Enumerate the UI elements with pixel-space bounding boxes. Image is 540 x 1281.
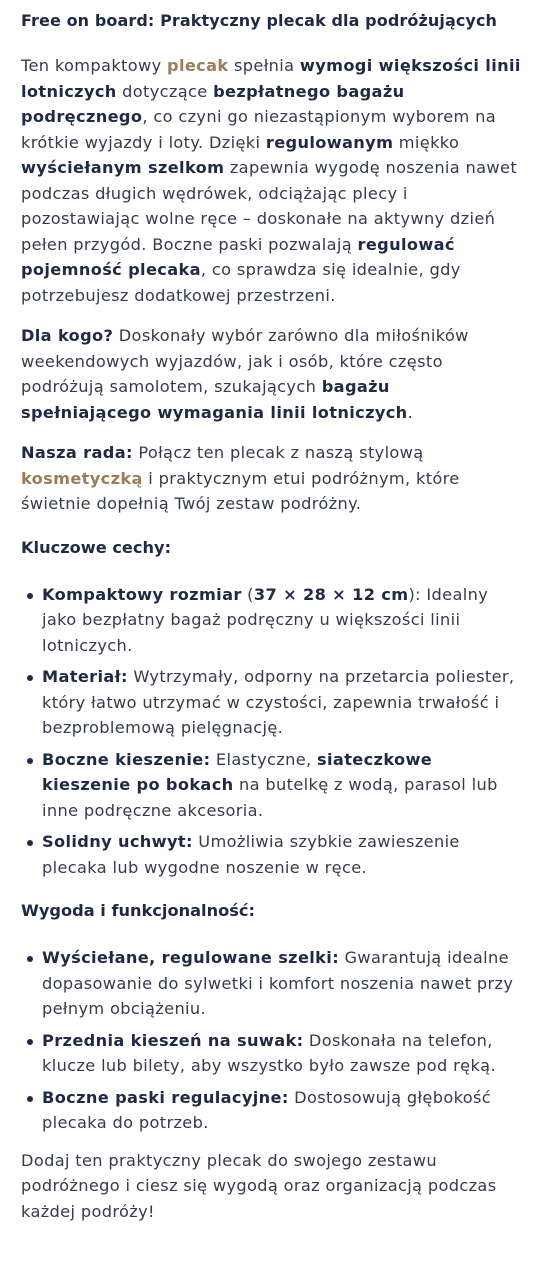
tip-text: Połącz ten plecak z naszą stylową	[132, 443, 424, 462]
intro-bold: regulować pojemność plecaka	[21, 234, 455, 279]
item-text: Wytrzymały, odporny na przetarcia poliester, który łatwo utrzymać w czystości, zapewnia trwałość i bezproblemową pielęgnację.	[42, 667, 515, 737]
bullet-icon	[27, 1039, 33, 1045]
key-features-list	[21, 582, 526, 881]
bullet-icon	[27, 956, 33, 962]
list-item	[21, 582, 526, 659]
item-bold: Boczne kieszenie:	[42, 749, 211, 769]
intro-text: dotyczące	[116, 81, 214, 101]
intro-bold: bezpłatnego bagażu podręcznego	[21, 81, 405, 126]
item-text: Gwarantują idealne dopasowanie do sylwetki i komfort noszenia nawet przy pełnym obciążeniu.	[42, 948, 514, 1018]
bullet-icon	[27, 758, 33, 764]
bullet-icon	[27, 593, 33, 599]
item-text: Umożliwia szybkie zawieszenie plecaka lub wygodne noszenie w ręce.	[42, 832, 460, 877]
item-text: (	[241, 584, 254, 604]
item-bold: Solidny uchwyt:	[42, 832, 193, 851]
bullet-icon	[27, 675, 33, 681]
bullet-icon	[27, 840, 33, 846]
for-whom-text: Doskonały wybór zarówno dla miłośników weekendowych wyjazdów, jak i osób, które często podróżują samolotem, szukających	[21, 326, 469, 396]
tip-label: Nasza rada:	[21, 443, 133, 462]
page-title: Free on board: Praktyczny plecak dla podróżujących	[21, 11, 498, 30]
bullet-icon	[27, 1096, 33, 1102]
item-text: ): Idealny jako bezpłatny bagaż podręczny u większości linii lotniczych.	[42, 584, 489, 655]
tip-text: i praktycznym etui podróżnym, które świetnie dopełnią Twój zestaw podróżny.	[21, 468, 460, 513]
list-item	[21, 664, 526, 741]
intro-bold: wyściełanym szelkom	[21, 158, 225, 177]
intro-text: , co sprawdza się idealnie, gdy potrzebujesz dodatkowej przestrzeni.	[21, 260, 461, 305]
list-item	[21, 1028, 526, 1079]
intro-text: zapewnia wygodę noszenia nawet podczas długich wędrówek, odciążając plecy i pozostawiając wolne ręce – doskonałe na aktywny dzień pełen przygód. Boczne paski pozwalają	[21, 158, 518, 254]
intro-bold: regulowanym	[265, 132, 394, 152]
intro-text: miękko	[393, 132, 460, 152]
key-features-heading: Kluczowe cechy:	[21, 537, 172, 557]
comfort-list	[21, 945, 526, 1136]
for-whom-text: .	[407, 402, 414, 422]
item-text: Doskonała na telefon, klucze lub bilety, aby wszystko było zawsze pod ręką.	[42, 1030, 496, 1075]
item-bold: Materiał:	[42, 667, 128, 686]
list-item	[21, 829, 526, 880]
closing-paragraph: Dodaj ten praktyczny plecak do swojego zestawu podróżnego i ciesz się wygodą oraz organizacją podczas każdej podróży!	[21, 1150, 497, 1221]
comfort-heading: Wygoda i funkcjonalność:	[21, 901, 255, 920]
intro-text: , co czyni go niezastąpionym wyborem na krótkie wyjazdy i loty. Dzięki	[21, 107, 497, 152]
list-item	[21, 945, 526, 1022]
intro-text: Ten kompaktowy	[21, 56, 168, 75]
intro-text: spełnia	[228, 56, 300, 75]
plecak-link[interactable]: plecak	[167, 56, 229, 75]
tip-paragraph	[21, 440, 526, 517]
item-bold: siateczkowe kieszenie po bokach	[42, 749, 433, 794]
intro-paragraph	[21, 53, 526, 308]
for-whom-paragraph	[21, 323, 526, 425]
item-bold: Wyściełane, regulowane szelki:	[42, 948, 340, 967]
item-bold: 37 × 28 × 12 cm	[253, 584, 409, 604]
kosmetyczka-link[interactable]: kosmetyczką	[21, 468, 143, 488]
intro-bold: wymogi większości linii lotniczych	[21, 56, 521, 101]
item-bold: Kompaktowy rozmiar	[42, 584, 242, 604]
item-text: Elastyczne,	[210, 749, 318, 769]
for-whom-label: Dla kogo?	[21, 326, 114, 345]
list-item	[21, 747, 526, 824]
item-text: na butelkę z wodą, parasol lub inne podręczne akcesoria.	[42, 775, 498, 820]
item-bold: Przednia kieszeń na suwak:	[42, 1030, 304, 1050]
for-whom-bold: bagażu spełniającego wymagania linii lotniczych	[21, 377, 408, 422]
list-item	[21, 1085, 526, 1136]
item-text: Dostosowują głębokość plecaka do potrzeb.	[42, 1087, 492, 1132]
item-bold: Boczne paski regulacyjne:	[42, 1087, 289, 1107]
